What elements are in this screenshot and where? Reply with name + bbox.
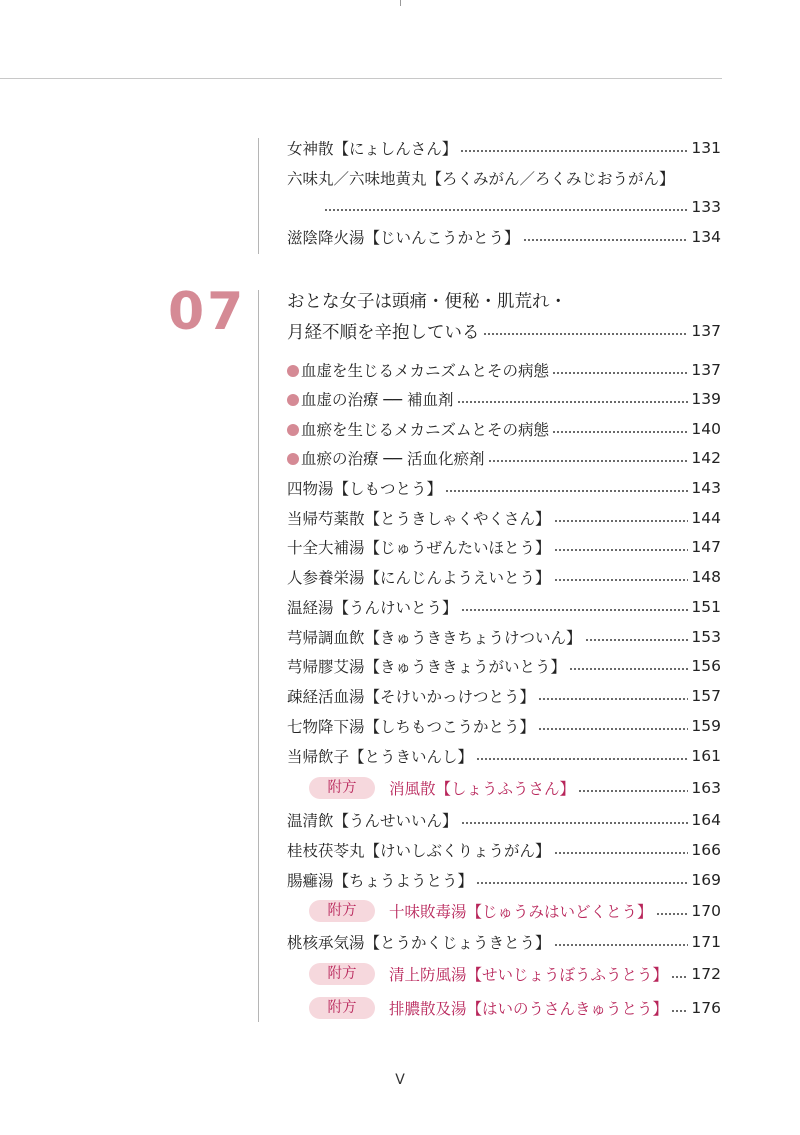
leader-dots <box>554 548 689 552</box>
toc-entry[interactable] <box>287 626 721 648</box>
page-number: 163 <box>691 779 721 797</box>
entry-title: 温経湯【うんけいとう】 <box>287 599 458 617</box>
leader-dots <box>552 430 688 434</box>
chapter-title-line2[interactable] <box>287 320 721 342</box>
entry-title: 七物降下湯【しちもつこうかとう】 <box>287 718 536 736</box>
leader-dots <box>324 208 688 212</box>
leader-dots <box>656 912 689 916</box>
entry-title: 六味丸／六味地黄丸【ろくみがん／ろくみじおうがん】 <box>287 170 675 188</box>
toc-appendix-entry[interactable] <box>287 963 721 985</box>
leader-dots <box>554 578 689 582</box>
leader-dots <box>461 608 689 612</box>
page-number: 172 <box>691 965 721 983</box>
bullet-icon <box>287 424 299 436</box>
leader-dots <box>569 667 688 671</box>
page-number: 176 <box>691 999 721 1017</box>
leader-dots <box>488 459 689 463</box>
toc-divider-top <box>258 138 259 254</box>
page-number: 159 <box>691 717 721 735</box>
entry-title: 女神散【にょしんさん】 <box>287 140 458 158</box>
section-title: 血瘀の治療 ── 活血化瘀剤 <box>301 450 485 468</box>
entry-title: 四物湯【しもつとう】 <box>287 480 443 498</box>
toc-entry[interactable] <box>287 167 721 189</box>
appendix-badge: 附方 <box>309 963 375 985</box>
section-title: 血瘀を生じるメカニズムとその病態 <box>301 421 550 439</box>
chapter-title-text: 月経不順を辛抱している <box>287 322 480 343</box>
page-number: 148 <box>691 568 721 586</box>
leader-dots <box>552 371 688 375</box>
toc-entry[interactable] <box>287 536 721 558</box>
top-crop-mark <box>400 0 401 6</box>
page-number: 151 <box>691 598 721 616</box>
toc-entry[interactable] <box>287 839 721 861</box>
leader-dots <box>523 238 689 242</box>
page-number: 137 <box>691 361 721 379</box>
page-number: 166 <box>691 841 721 859</box>
page-number: 131 <box>691 139 721 157</box>
page-number: 147 <box>691 538 721 556</box>
toc-entry[interactable] <box>287 137 721 159</box>
leader-dots <box>554 851 689 855</box>
entry-title: 芎帰調血飲【きゅうききちょうけついん】 <box>287 629 582 647</box>
entry-title: 十味敗毒湯【じゅうみはいどくとう】 <box>389 903 653 921</box>
leader-dots <box>457 400 689 404</box>
entry-title: 疎経活血湯【そけいかっけつとう】 <box>287 688 536 706</box>
toc-entry[interactable] <box>287 507 721 529</box>
bullet-icon <box>287 453 299 465</box>
leader-dots <box>554 943 689 947</box>
page-number: 169 <box>691 871 721 889</box>
appendix-badge: 附方 <box>309 997 375 1019</box>
page-number: 164 <box>691 811 721 829</box>
toc-entry[interactable] <box>287 226 721 248</box>
entry-title: 桂枝茯苓丸【けいしぶくりょうがん】 <box>287 842 551 860</box>
page-number: 137 <box>691 322 721 340</box>
bullet-icon <box>287 394 299 406</box>
leader-dots <box>585 638 689 642</box>
toc-appendix-entry[interactable] <box>287 777 721 799</box>
toc-section[interactable] <box>287 388 721 410</box>
page-number: 157 <box>691 687 721 705</box>
entry-title: 当帰飲子【とうきいんし】 <box>287 748 474 766</box>
leader-dots <box>476 757 688 761</box>
entry-title: 温清飲【うんせいいん】 <box>287 812 458 830</box>
leader-dots <box>554 519 689 523</box>
page-number: 134 <box>691 228 721 246</box>
leader-dots <box>671 1009 688 1013</box>
page-number: 139 <box>691 390 721 408</box>
leader-dots <box>671 975 688 979</box>
toc-entry-continuation[interactable] <box>287 196 721 218</box>
toc-entry[interactable] <box>287 745 721 767</box>
page-number: 153 <box>691 628 721 646</box>
leader-dots <box>476 881 688 885</box>
page-folio: V <box>395 1072 405 1088</box>
toc-entry[interactable] <box>287 931 721 953</box>
entry-title: 人参養栄湯【にんじんようえいとう】 <box>287 569 551 587</box>
page-number: 161 <box>691 747 721 765</box>
toc-section[interactable] <box>287 447 721 469</box>
header-rule <box>0 78 722 79</box>
leader-dots <box>445 489 688 493</box>
appendix-badge: 附方 <box>309 777 375 799</box>
entry-title: 十全大補湯【じゅうぜんたいほとう】 <box>287 539 551 557</box>
chapter-title-text: おとな女子は頭痛・便秘・肌荒れ・ <box>287 291 567 312</box>
page-number: 156 <box>691 657 721 675</box>
chapter-number: 07 <box>168 282 247 342</box>
entry-title: 滋陰降火湯【じいんこうかとう】 <box>287 229 520 247</box>
chapter-title-line1[interactable] <box>287 289 721 311</box>
entry-title: 当帰芍薬散【とうきしゃくやくさん】 <box>287 510 551 528</box>
leader-dots <box>460 149 688 153</box>
entry-title: 腸癰湯【ちょうようとう】 <box>287 872 474 890</box>
page-number: 170 <box>691 902 721 920</box>
toc-entry[interactable] <box>287 596 721 618</box>
toc-entry[interactable] <box>287 685 721 707</box>
entry-title: 芎帰膠艾湯【きゅうききょうがいとう】 <box>287 658 567 676</box>
toc-entry[interactable] <box>287 809 721 831</box>
page-number: 133 <box>691 198 721 216</box>
section-title: 血虚を生じるメカニズムとその病態 <box>301 362 550 380</box>
entry-title: 桃核承気湯【とうかくじょうきとう】 <box>287 934 551 952</box>
entry-title: 清上防風湯【せいじょうぼうふうとう】 <box>389 966 669 984</box>
toc-entry[interactable] <box>287 566 721 588</box>
toc-section[interactable] <box>287 418 721 440</box>
page-number: 140 <box>691 420 721 438</box>
toc-entry[interactable] <box>287 869 721 891</box>
entry-title: 消風散【しょうふうさん】 <box>389 780 576 798</box>
toc-entry[interactable] <box>287 715 721 737</box>
leader-dots <box>483 332 689 336</box>
entry-title: 排膿散及湯【はいのうさんきゅうとう】 <box>389 1000 669 1018</box>
leader-dots <box>538 727 688 731</box>
page-number: 143 <box>691 479 721 497</box>
toc-divider-chapter <box>258 290 259 1022</box>
appendix-badge: 附方 <box>309 900 375 922</box>
toc-entry[interactable] <box>287 477 721 499</box>
leader-dots <box>578 789 688 793</box>
toc-appendix-entry[interactable] <box>287 900 721 922</box>
bullet-icon <box>287 365 299 377</box>
page-number: 171 <box>691 933 721 951</box>
section-title: 血虚の治療 ── 補血剤 <box>301 391 454 409</box>
page-number: 144 <box>691 509 721 527</box>
toc-section[interactable] <box>287 359 721 381</box>
leader-dots <box>538 697 688 701</box>
toc-appendix-entry[interactable] <box>287 997 721 1019</box>
page-number: 142 <box>691 449 721 467</box>
leader-dots <box>461 821 689 825</box>
toc-entry[interactable] <box>287 655 721 677</box>
